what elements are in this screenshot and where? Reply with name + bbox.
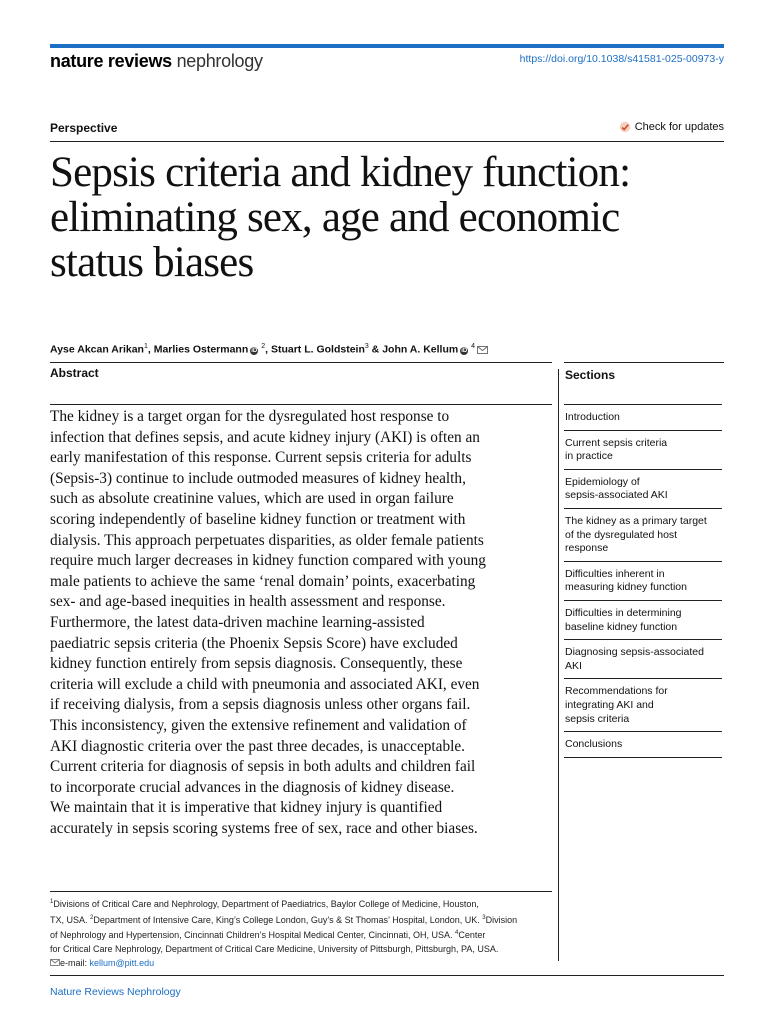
column-divider — [558, 369, 559, 961]
affiliation-text: Division — [485, 914, 518, 925]
author-affiliation: 4 — [471, 343, 476, 350]
section-link-label: Recommendations for — [565, 685, 668, 698]
footer-journal-name: Nature Reviews Nephrology — [50, 986, 181, 998]
section-link[interactable] — [564, 562, 722, 601]
section-link-label: The kidney as a primary target — [565, 514, 707, 527]
section-link-label: response — [565, 542, 609, 555]
affiliation-marker: 3 — [482, 914, 486, 921]
abstract-line: The kidney is a target organ for the dysregulated host response to — [50, 408, 450, 425]
section-link-label: Diagnosing sepsis-associated — [565, 646, 704, 659]
affiliation-line — [50, 896, 555, 912]
abstract-line: require much larger decreases in kidney function compared with young — [50, 552, 486, 570]
author-affiliation: 2 — [261, 343, 266, 350]
header-divider — [50, 141, 724, 142]
affiliations — [50, 896, 555, 971]
title-line: Sepsis criteria and kidney function: — [50, 149, 631, 196]
abstract-line: Furthermore, the latest data-driven machine learning-assisted — [50, 613, 425, 631]
abstract-line: such as absolute creatinine values, which are used in organ failure — [50, 490, 454, 508]
abstract-text — [50, 407, 550, 839]
abstract-line: to incorporate crucial advances in the diagnosis of kidney disease. — [50, 778, 455, 796]
section-link-label: AKI — [565, 659, 582, 672]
title-line: status biases — [50, 239, 254, 286]
abstract-line: dialysis. This approach perpetuates disparities, as older female patients — [50, 531, 484, 549]
journal-logo-light: nephrology — [176, 51, 263, 71]
section-link-label: integrating AKI and — [565, 698, 654, 711]
section-link-label: in practice — [565, 450, 613, 463]
section-link-label: Conclusions — [565, 738, 623, 751]
author-name: Marlies Ostermann — [153, 343, 249, 356]
abstract-line: scoring independently of baseline kidney function or treatment with — [50, 510, 466, 528]
section-link-label: of the dysregulated host — [565, 528, 678, 541]
affiliation-marker: 1 — [50, 899, 54, 905]
abstract-line: Current criteria for diagnosis of sepsis in both adults and children fail — [50, 758, 476, 776]
email-line — [50, 957, 555, 971]
doi-link[interactable]: https://doi.org/10.1038/s41581-025-00973-y — [519, 53, 724, 65]
affiliation-line — [50, 943, 555, 957]
orcid-icon[interactable]: iD — [251, 347, 258, 354]
footnote-rule — [50, 891, 552, 892]
abstract-line: infection that defines sepsis, and acute kidney injury (AKI) is often an — [50, 428, 480, 446]
section-link[interactable] — [564, 732, 722, 758]
sections-heading: Sections — [565, 368, 616, 382]
abstract-line: We maintain that it is imperative that kidney injury is quantified — [50, 799, 443, 817]
affiliation-text: Center — [458, 930, 486, 941]
sections-nav — [564, 404, 722, 758]
section-link-label: Difficulties inherent in — [565, 567, 665, 580]
article-title — [50, 150, 730, 285]
affiliation-marker: 4 — [455, 930, 459, 937]
author-name: Stuart L. Goldstein — [270, 343, 365, 356]
affiliation-line — [50, 912, 555, 928]
abstract-top-rule — [50, 362, 552, 363]
journal-accent-bar — [50, 44, 724, 48]
journal-logo-bold: nature reviews — [50, 51, 172, 71]
check-updates-button[interactable] — [619, 121, 724, 133]
journal-logo — [50, 51, 263, 72]
section-link[interactable] — [564, 509, 722, 562]
check-updates-icon — [619, 121, 631, 133]
abstract-line: accurately in sepsis scoring systems free of sex, race and other biases. — [50, 819, 478, 837]
section-link-label: baseline kidney function — [565, 620, 678, 633]
section-link-label: Difficulties in determining — [565, 606, 682, 619]
abstract-line: AKI diagnostic criteria over the past three decades, is unacceptable. — [50, 737, 465, 755]
section-link-label: Introduction — [565, 411, 620, 423]
abstract-line: early manifestation of this response. Current sepsis criteria for adults — [50, 449, 472, 467]
section-link[interactable] — [564, 405, 722, 431]
affiliation-text: TX, USA. — [50, 914, 91, 925]
affiliation-text: for Critical Care Nephrology, Department of Critical Care Medicine, University of Pittsburgh, Pittsburgh, PA, USA. — [50, 944, 499, 955]
abstract-line: This inconsistency, given the extensive refinement and validation of — [50, 716, 467, 734]
author-name: John A. Kellum — [382, 343, 459, 356]
affiliation-marker: 2 — [90, 914, 94, 921]
section-link-label: Current sepsis criteria — [565, 436, 668, 449]
email-link[interactable]: kellum@pitt.edu — [89, 957, 155, 968]
abstract-line: kidney function entirely from sepsis diagnosis. Consequently, these — [50, 655, 463, 673]
author-name: Ayse Akcan Arikan — [50, 343, 144, 356]
article-type: Perspective — [50, 121, 118, 135]
section-link[interactable] — [564, 640, 722, 679]
envelope-icon — [50, 959, 60, 966]
abstract-line: criteria will exclude a child with pneumonia and associated AKI, even — [50, 675, 480, 693]
footer-rule — [50, 975, 724, 976]
abstract-line: if receiving dialysis, from a sepsis diagnosis unless other organs fail. — [50, 696, 471, 714]
author-affiliation: 1 — [143, 343, 148, 350]
section-link-label: sepsis-associated AKI — [565, 489, 668, 502]
section-link[interactable] — [564, 470, 722, 509]
section-link-label: measuring kidney function — [565, 581, 687, 594]
envelope-icon[interactable] — [477, 346, 488, 354]
section-link[interactable] — [564, 431, 722, 470]
section-link-label: sepsis criteria — [565, 712, 630, 725]
title-line: eliminating sex, age and economic — [50, 194, 620, 241]
affiliation-text: of Nephrology and Hypertension, Cincinnati Children’s Hospital Medical Center, Cincinnati, OH, USA. — [50, 930, 456, 941]
affiliation-line — [50, 927, 555, 943]
author-affiliation: 3 — [364, 343, 369, 350]
author-list: Ayse Akcan Arikan$^1$, Marlies Ostermann iD $^2$, Stuart L. Goldstein$^3$ & John A. Kellum iD $^4$ — [50, 343, 488, 356]
section-link[interactable] — [564, 679, 722, 732]
abstract-heading: Abstract — [50, 366, 99, 380]
abstract-line: (Sepsis-3) continue to include outmoded measures of kidney health, — [50, 469, 466, 487]
affiliation-text: Department of Intensive Care, King’s College London, Guy’s & St Thomas’ Hospital, London, UK. — [93, 914, 483, 925]
abstract-line: paediatric sepsis criteria (the Phoenix Sepsis Score) have excluded — [50, 634, 458, 652]
section-link-label: Epidemiology of — [565, 475, 640, 488]
affiliation-text: Divisions of Critical Care and Nephrology, Department of Paediatrics, Baylor College of Medicine, Houston, — [53, 899, 479, 909]
sections-top-rule — [564, 362, 724, 363]
section-link[interactable] — [564, 601, 722, 640]
abstract-line: sex- and age-based inequities in health assessment and response. — [50, 593, 446, 611]
email-label: e-mail: — [60, 957, 90, 968]
abstract-line: male patients to achieve the same ‘renal domain’ points, exacerbating — [50, 572, 476, 590]
check-updates-label: Check for updates — [634, 121, 724, 133]
orcid-icon[interactable]: iD — [461, 347, 468, 354]
abstract-divider — [50, 404, 552, 405]
